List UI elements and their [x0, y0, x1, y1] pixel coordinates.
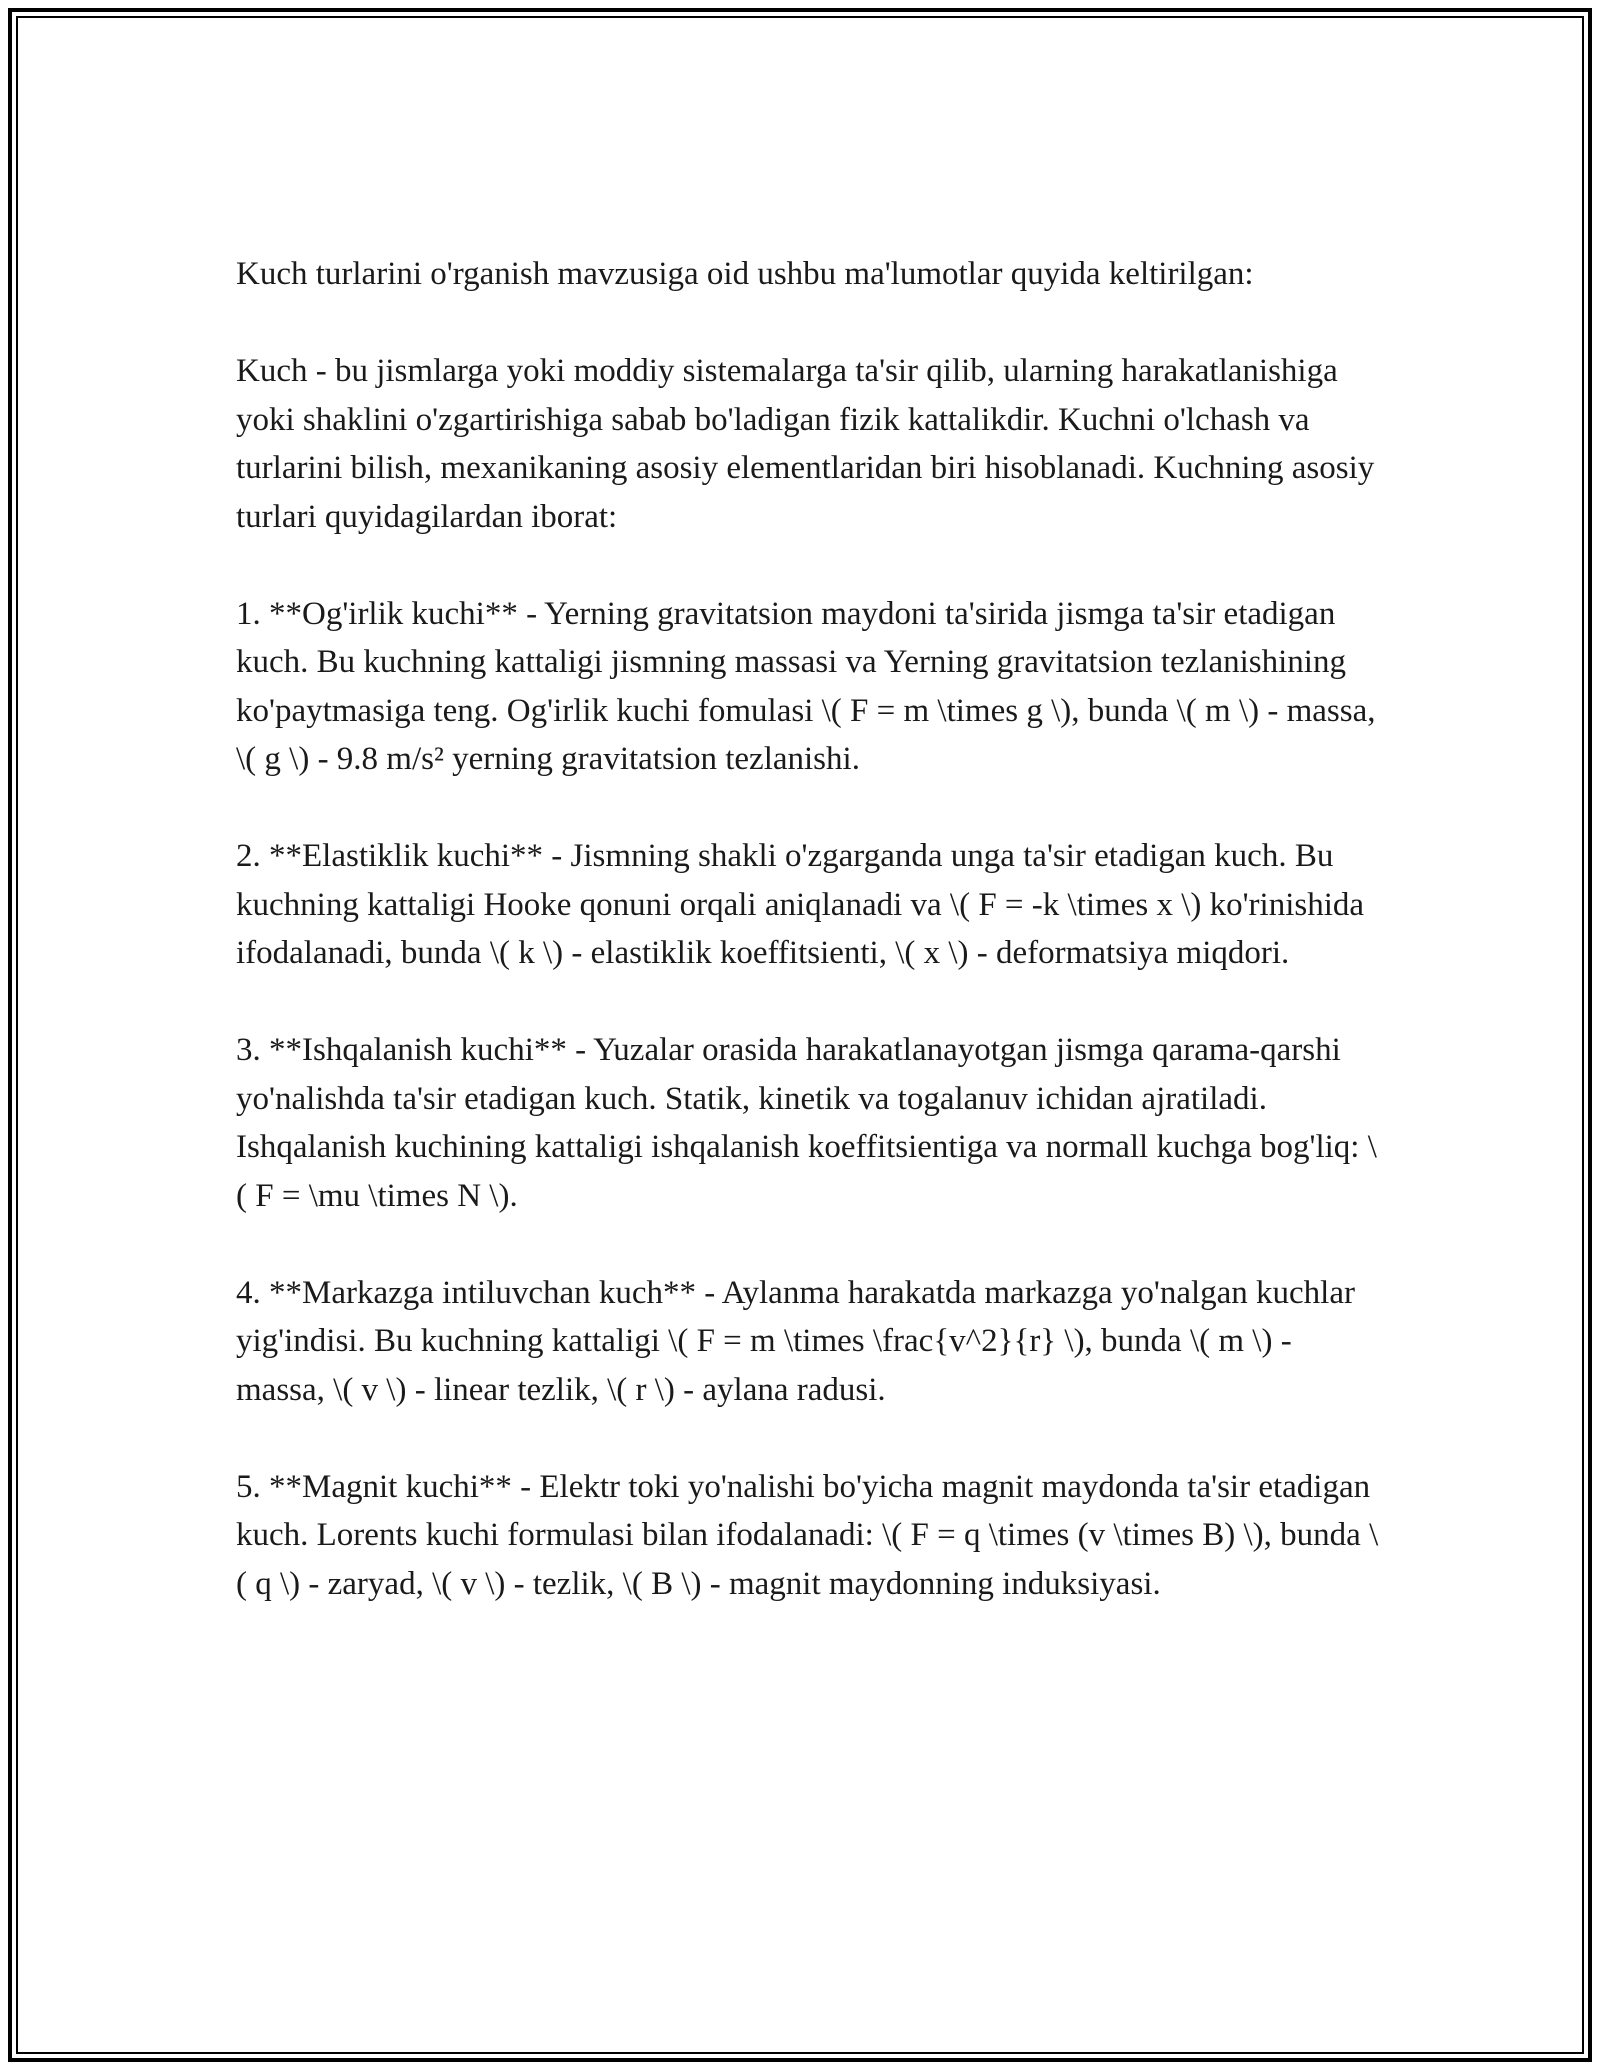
document-body [236, 250, 1386, 1657]
intro-line: Kuch turlarini o'rganish mavzusiga oid ushbu ma'lumotlar quyida keltirilgan: [236, 256, 1254, 292]
list-item-centripetal-force: 4. **Markazga intiluvchan kuch** - Aylanma harakatda markazga yo'nalgan kuchlar yig'indisi. Bu kuchning kattaligi \( F = m \times \frac{v^2}{r} \), bunda \( m \) - massa, \( v \) - linear tezlik, \( r \) - aylana radusi. [236, 1274, 1355, 1408]
definition-paragraph: Kuch - bu jismlarga yoki moddiy sistemalarga ta'sir qilib, ularning harakatlanishiga yoki shaklini o'zgartirishiga sabab bo'ladigan fizik kattalikdir. Kuchni o'lchash va turlarini bilish, mexanikaning asosiy elementlaridan biri hisoblanadi. Kuchning asosiy turlari quyidagilardan iborat: [236, 353, 1375, 535]
list-item-gravity-force: 1. **Og'irlik kuchi** - Yerning gravitatsion maydoni ta'sirida jismga ta'sir etadigan kuch. Bu kuchning kattaligi jismning massasi va Yerning gravitatsion tezlanishining ko'paytmasiga teng. Og'irlik kuchi fomulasi \( F = m \times g \), bunda \( m \) - massa, \( g \) - 9.8 m/s² yerning gravitatsion tezlanishi. [236, 595, 1376, 777]
list-item-magnetic-force: 5. **Magnit kuchi** - Elektr toki yo'nalishi bo'yicha magnit maydonda ta'sir etadigan kuch. Lorents kuchi formulasi bilan ifodalanadi: \( F = q \times (v \times B) \), bunda \( q \) - zaryad, \( v \) - tezlik, \( B \) - magnit maydonning induksiyasi. [236, 1468, 1379, 1602]
list-item-friction-force: 3. **Ishqalanish kuchi** - Yuzalar orasida harakatlanayotgan jismga qarama-qarshi yo'nalishda ta'sir etadigan kuch. Statik, kinetik va togalanuv ichidan ajratiladi. Ishqalanish kuchining kattaligi ishqalanish koeffitsientiga va normall kuchga bog'liq: \( F = \mu \times N \). [236, 1032, 1377, 1214]
list-item-elastic-force: 2. **Elastiklik kuchi** - Jismning shakli o'zgarganda unga ta'sir etadigan kuch. Bu kuchning kattaligi Hooke qonuni orqali aniqlanadi va \( F = -k \times x \) ko'rinishida ifodalanadi, bunda \( k \) - elastiklik koeffitsienti, \( x \) - deformatsiya miqdori. [236, 838, 1365, 971]
